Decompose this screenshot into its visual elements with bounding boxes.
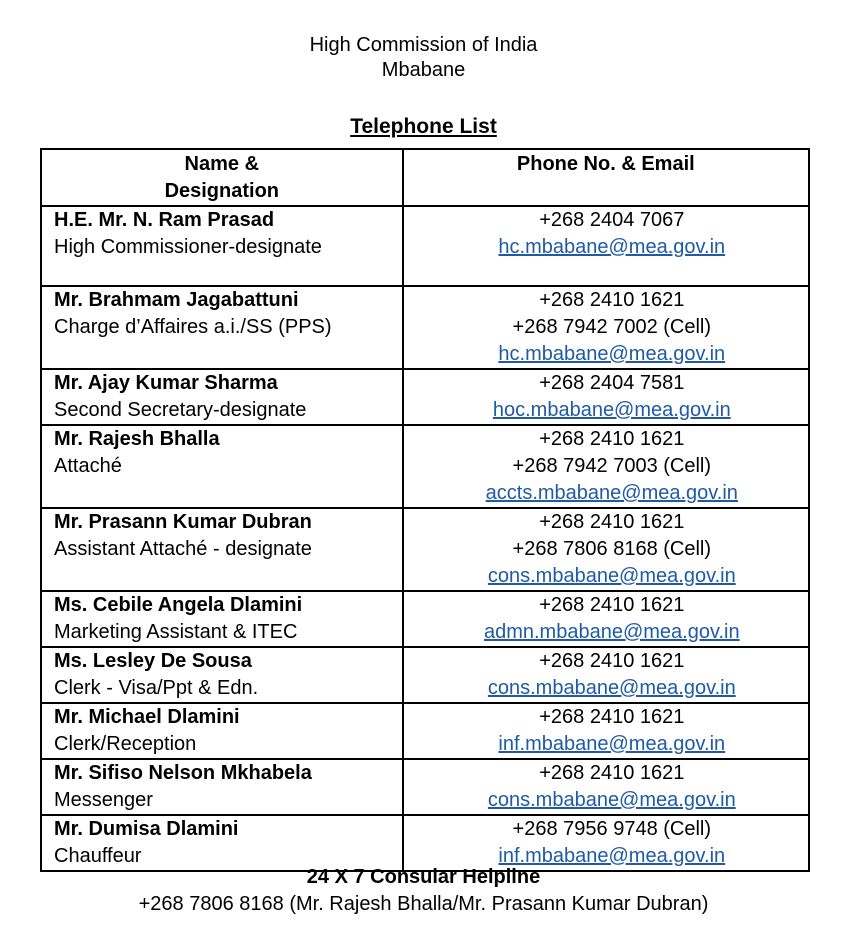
- table-row: [41, 703, 809, 759]
- person-designation: Marketing Assistant & ITEC: [54, 621, 298, 643]
- phone-cell: [403, 425, 809, 508]
- phone-number: +268 7806 8168 (Cell): [512, 538, 712, 560]
- email-link[interactable]: cons.mbabane@mea.gov.in: [487, 565, 736, 587]
- phone-cell: [403, 286, 809, 369]
- name-cell: [41, 206, 403, 286]
- name-cell: [41, 647, 403, 703]
- email-link[interactable]: hc.mbabane@mea.gov.in: [498, 236, 726, 258]
- helpline-title: 24 X 7 Consular Helpline: [306, 866, 541, 888]
- table-row: [41, 286, 809, 369]
- document-title: Telephone List: [350, 115, 497, 138]
- table-row: [41, 647, 809, 703]
- person-name: Ms. Cebile Angela Dlamini: [54, 594, 303, 616]
- column-header-name: [41, 149, 403, 206]
- name-cell: [41, 759, 403, 815]
- column-header-phone: Phone No. & Email: [403, 149, 809, 206]
- column-header-name-line2: Designation: [164, 180, 280, 202]
- name-cell: [41, 815, 403, 871]
- phone-number: +268 2404 7067: [539, 209, 685, 231]
- document-header: [0, 33, 847, 83]
- name-cell: [41, 508, 403, 591]
- person-name: Mr. Michael Dlamini: [54, 706, 240, 728]
- phone-number: +268 2410 1621: [539, 762, 685, 784]
- name-cell: [41, 425, 403, 508]
- phone-number: +268 7942 7003 (Cell): [512, 455, 712, 477]
- person-designation: Attaché: [54, 455, 122, 477]
- consular-helpline: [0, 864, 847, 918]
- phone-cell: [403, 369, 809, 425]
- organization-name: High Commission of India: [309, 34, 538, 56]
- email-link[interactable]: admn.mbabane@mea.gov.in: [483, 621, 740, 643]
- person-designation: Second Secretary-designate: [54, 399, 307, 421]
- person-name: Mr. Rajesh Bhalla: [54, 428, 220, 450]
- table-row: [41, 815, 809, 871]
- person-designation: Assistant Attaché - designate: [54, 538, 312, 560]
- phone-number: +268 2410 1621: [539, 706, 685, 728]
- phone-cell: [403, 759, 809, 815]
- person-name: H.E. Mr. N. Ram Prasad: [54, 209, 275, 231]
- person-designation: Clerk - Visa/Ppt & Edn.: [54, 677, 259, 699]
- person-designation: Chauffeur: [54, 845, 142, 867]
- name-cell: [41, 369, 403, 425]
- phone-number: +268 2404 7581: [539, 372, 685, 394]
- table-row: [41, 425, 809, 508]
- person-name: Ms. Lesley De Sousa: [54, 650, 252, 672]
- phone-number: +268 7956 9748 (Cell): [512, 818, 712, 840]
- email-link[interactable]: inf.mbabane@mea.gov.in: [498, 733, 726, 755]
- person-designation: Charge d’Affaires a.i./SS (PPS): [54, 316, 332, 338]
- table-row: [41, 369, 809, 425]
- table-body: [41, 206, 809, 871]
- person-designation: Messenger: [54, 789, 153, 811]
- email-link[interactable]: inf.mbabane@mea.gov.in: [498, 845, 726, 867]
- phone-number: +268 2410 1621: [539, 289, 685, 311]
- email-link[interactable]: cons.mbabane@mea.gov.in: [487, 789, 736, 811]
- person-name: Mr. Sifiso Nelson Mkhabela: [54, 762, 312, 784]
- table-header-row: [41, 149, 809, 206]
- table-row: [41, 591, 809, 647]
- organization-city: Mbabane: [381, 59, 466, 81]
- email-link[interactable]: accts.mbabane@mea.gov.in: [485, 482, 738, 504]
- table-row: [41, 508, 809, 591]
- person-name: Mr. Dumisa Dlamini: [54, 818, 239, 840]
- phone-cell: [403, 508, 809, 591]
- name-cell: [41, 591, 403, 647]
- person-name: Mr. Prasann Kumar Dubran: [54, 511, 312, 533]
- person-name: Mr. Brahmam Jagabattuni: [54, 289, 299, 311]
- phone-number: +268 2410 1621: [539, 428, 685, 450]
- phone-cell: [403, 703, 809, 759]
- phone-cell: [403, 591, 809, 647]
- phone-number: +268 2410 1621: [539, 594, 685, 616]
- phone-number: +268 2410 1621: [539, 650, 685, 672]
- column-header-name-line1: Name &: [184, 153, 260, 175]
- email-link[interactable]: hc.mbabane@mea.gov.in: [498, 343, 726, 365]
- person-name: Mr. Ajay Kumar Sharma: [54, 372, 278, 394]
- phone-cell: [403, 206, 809, 286]
- phone-cell: [403, 647, 809, 703]
- name-cell: [41, 703, 403, 759]
- table-row: [41, 759, 809, 815]
- person-designation: High Commissioner-designate: [54, 236, 322, 258]
- phone-number: +268 7942 7002 (Cell): [512, 316, 712, 338]
- name-cell: [41, 286, 403, 369]
- email-link[interactable]: hoc.mbabane@mea.gov.in: [492, 399, 731, 421]
- telephone-table: [40, 148, 810, 872]
- table-row: [41, 206, 809, 286]
- phone-number: +268 2410 1621: [539, 511, 685, 533]
- helpline-phone: +268 7806 8168 (Mr. Rajesh Bhalla/Mr. Prasann Kumar Dubran): [138, 893, 709, 915]
- phone-cell: [403, 815, 809, 871]
- person-designation: Clerk/Reception: [54, 733, 197, 755]
- email-link[interactable]: cons.mbabane@mea.gov.in: [487, 677, 736, 699]
